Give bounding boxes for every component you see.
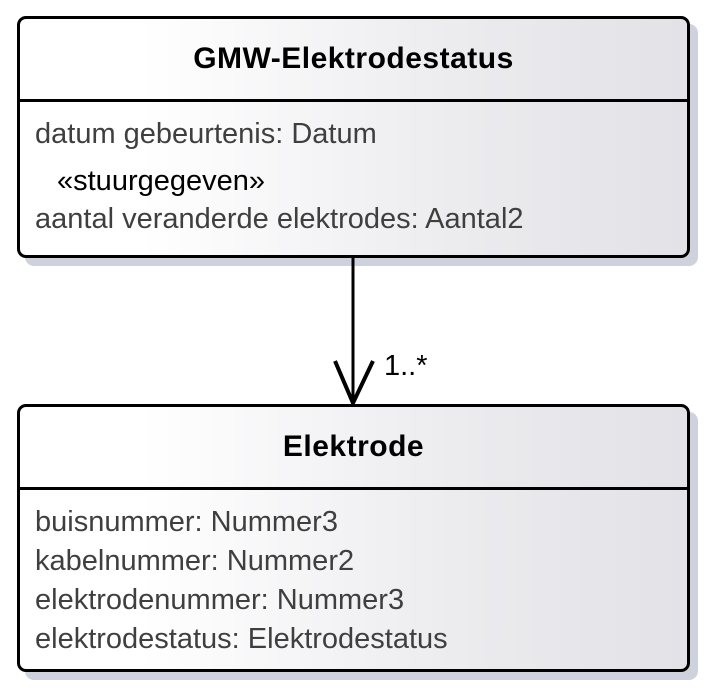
attributes-compartment <box>20 490 687 659</box>
attribute-datum-gebeurtenis: datum gebeurtenis: Datum <box>35 118 377 150</box>
attribute-kabelnummer: kabelnummer: Nummer2 <box>35 545 355 577</box>
attribute-elektrodestatus: elektrodestatus: Elektrodestatus <box>35 623 448 655</box>
stereotyped-attribute-group <box>35 162 677 238</box>
attributes-compartment <box>20 102 687 238</box>
attribute-buisnummer: buisnummer: Nummer3 <box>35 506 338 538</box>
multiplicity-label: 1..* <box>384 350 428 382</box>
class-box-gmw-elektrodestatus <box>17 16 690 258</box>
attribute-aantal-veranderde-elektrodes: aantal veranderde elektrodes: Aantal2 <box>35 203 524 235</box>
stereotype-label: «stuurgegeven» <box>57 165 265 197</box>
class-box-elektrode <box>17 404 690 672</box>
association-arrow <box>330 254 440 406</box>
class-title: Elektrode <box>20 407 687 490</box>
attribute-elektrodenummer: elektrodenummer: Nummer3 <box>35 584 405 616</box>
class-title: GMW-Elektrodestatus <box>20 19 687 102</box>
